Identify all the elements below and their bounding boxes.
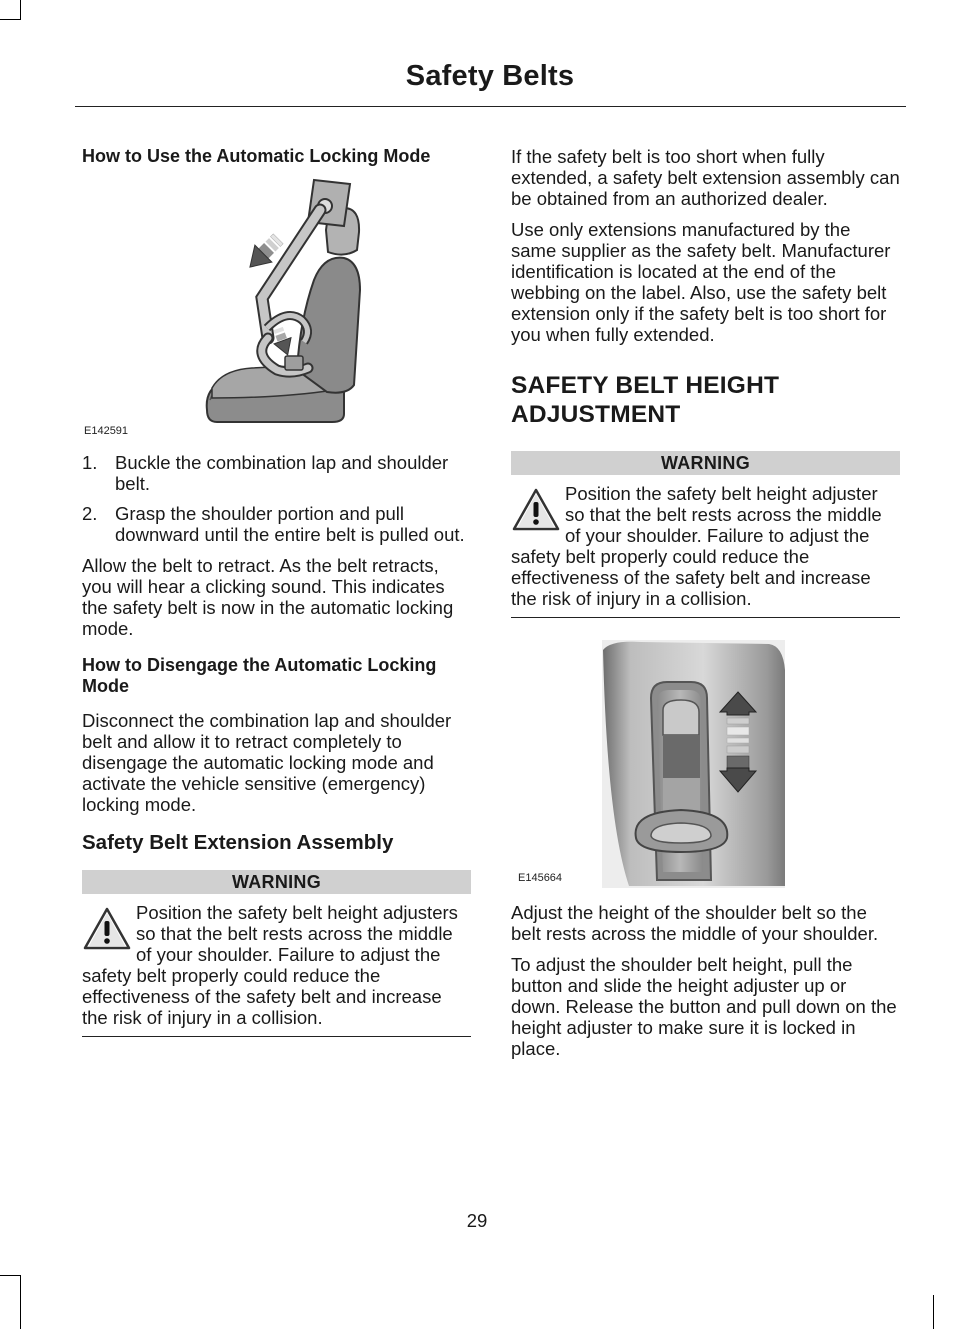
height-adjuster-illustration [511, 640, 900, 890]
left-column [82, 146, 471, 1037]
paragraph-adjust-howto: To adjust the shoulder belt height, pull the button and slide the height adjuster up or down. Release the button and pull down on the height adjuster to make sure it is locked in place. [511, 954, 897, 1059]
step-number: 2. [82, 503, 98, 524]
crop-mark [0, 19, 21, 20]
list-item [82, 452, 471, 494]
step-text: Buckle the combination lap and shoulder belt. [115, 452, 449, 494]
warning-text: Position the safety belt height adjuster so that the belt rests across the middle of your shoulder. Failure to adjust the safety belt properly could reduce the effectiveness of the safety belt and increase the risk of injury in a collision. [511, 483, 882, 609]
figure-code: E145664 [518, 872, 563, 884]
paragraph-extensions: Use only extensions manufactured by the same supplier as the safety belt. Manufacturer identification is located at the end of the webbing on the label. Also, use the safety belt extension only if the safety belt is too short for you when fully extended. [511, 219, 891, 345]
page-title: Safety Belts [405, 60, 575, 92]
warning-label: WARNING [82, 870, 471, 894]
heading-line: SAFETY BELT HEIGHT [511, 372, 780, 399]
warning-label: WARNING [511, 451, 900, 475]
crop-mark [20, 1275, 21, 1329]
step-number: 1. [82, 452, 98, 473]
paragraph-disengage: Disconnect the combination lap and shoulder belt and allow it to retract completely to disengage the automatic locking mode and activate the vehicle sensitive (emergency) locking mode. [82, 710, 452, 815]
warning-icon [82, 906, 132, 952]
title-divider [75, 106, 906, 107]
step-text: Grasp the shoulder portion and pull downward until the entire belt is pulled out. [115, 503, 465, 545]
heading-disengage: How to Disengage the Automatic Locking Mode [82, 655, 437, 696]
paragraph-adjust-height: Adjust the height of the shoulder belt so the belt rests across the middle of your shoulder. [511, 902, 879, 944]
heading-automatic-locking: How to Use the Automatic Locking Mode [82, 146, 431, 166]
seat-belt-illustration [82, 170, 471, 442]
warning-divider [82, 1036, 471, 1037]
paragraph-retract: Allow the belt to retract. As the belt retracts, you will hear a clicking sound. This indicates the safety belt is now in the automatic locking mode. [82, 555, 454, 639]
heading-height-adjustment [511, 371, 900, 429]
paragraph-too-short: If the safety belt is too short when fully extended, a safety belt extension assembly can be obtained from an authorized dealer. [511, 146, 900, 209]
heading-line: ADJUSTMENT [511, 401, 681, 428]
warning-box [511, 451, 900, 618]
crop-mark [20, 0, 21, 19]
warning-divider [511, 617, 900, 618]
warning-body [82, 902, 471, 1028]
warning-icon [511, 487, 561, 533]
page-number: 29 [466, 1210, 488, 1231]
heading-extension-assembly: Safety Belt Extension Assembly [82, 831, 394, 854]
list-item [82, 503, 471, 545]
right-column [511, 146, 900, 1059]
warning-body [511, 483, 900, 609]
height-adjuster-figure [511, 640, 900, 890]
steps-list [82, 452, 471, 545]
crop-mark [0, 1275, 21, 1276]
crop-mark [933, 1295, 934, 1329]
warning-box [82, 870, 471, 1037]
warning-text: Position the safety belt height adjusters so that the belt rests across the middle of your shoulder. Failure to adjust the safety belt properly could reduce the effectiveness of the safety belt and increase the risk of injury in a collision. [82, 902, 458, 1028]
figure-code: E142591 [84, 425, 129, 437]
seat-belt-figure [82, 170, 471, 442]
